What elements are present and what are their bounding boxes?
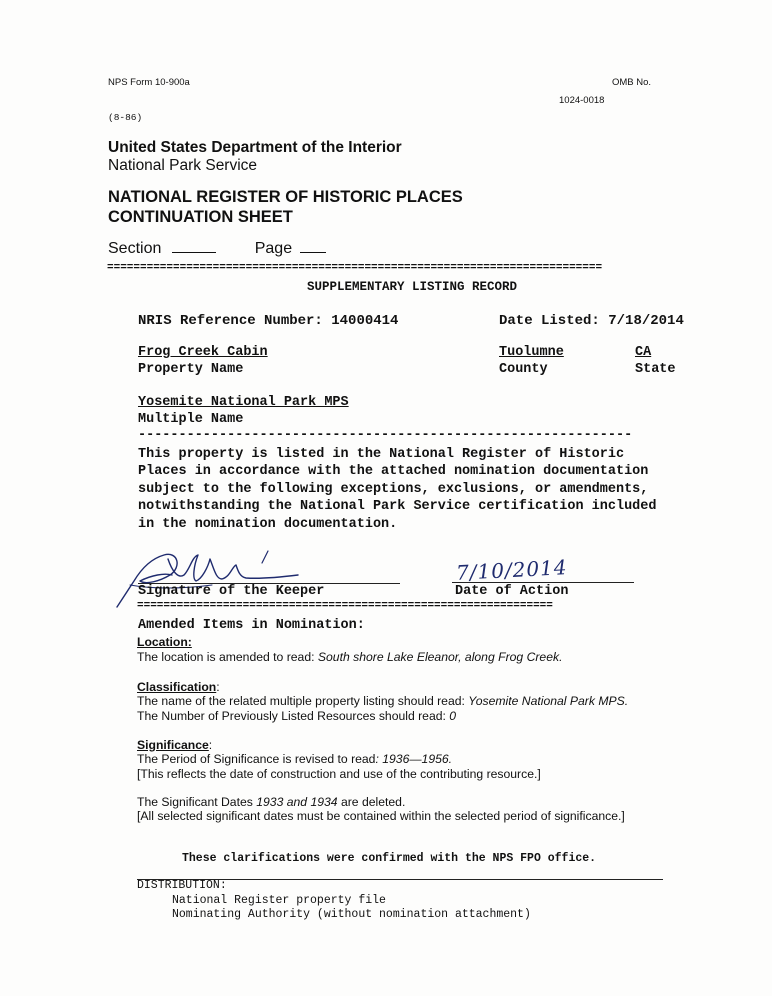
classification-heading-row [137, 680, 220, 694]
section-label: Section [108, 240, 162, 257]
location-heading: Location: [137, 635, 192, 649]
double-separator-bottom: =============================================================== [137, 600, 553, 612]
date-listed [499, 313, 684, 329]
significance-line1-colon: : [375, 752, 383, 766]
sheet-title-line1: NATIONAL REGISTER OF HISTORIC PLACES [108, 188, 463, 206]
statement-line: subject to the following exceptions, exclusions, or amendments, [138, 481, 649, 497]
classification-line1-plain: The name of the related multiple property listing should read: [137, 694, 469, 708]
location-text [137, 650, 562, 664]
clarification-note: These clarifications were confirmed with the NPS FPO office. [182, 852, 597, 865]
state-value: CA [635, 345, 652, 360]
sheet-title-line2: CONTINUATION SHEET [108, 208, 293, 226]
record-title: SUPPLEMENTARY LISTING RECORD [307, 280, 518, 294]
significance-heading: Significance [137, 738, 209, 752]
location-text-italic: South shore Lake Eleanor, along Frog Creek. [317, 650, 563, 664]
distribution-heading: DISTRIBUTION: [137, 879, 227, 892]
distribution-item: National Register property file [172, 894, 386, 907]
listing-statement [138, 446, 656, 533]
date-listed-value: 7/18/2014 [608, 313, 684, 329]
distribution-item: Nominating Authority (without nomination attachment) [172, 908, 531, 921]
page-blank [300, 240, 326, 253]
location-text-plain: The location is amended to read: [137, 650, 318, 664]
omb-label: OMB No. [612, 77, 652, 88]
classification-line2-italic: 0 [449, 709, 457, 723]
page-label: Page [254, 240, 293, 257]
classification-line1-italic: Yosemite National Park MPS. [468, 694, 629, 708]
statement-line: Places in accordance with the attached nomination documentation [138, 464, 649, 480]
significance-line3 [137, 795, 405, 809]
county-value: Tuolumne [499, 345, 564, 360]
significance-line3-b: are deleted. [337, 795, 406, 809]
service-name: National Park Service [108, 157, 258, 174]
signature-label: Signature of the Keeper [138, 584, 325, 599]
statement-line: notwithstanding the National Park Service certification included [138, 499, 657, 515]
state-label: State [635, 362, 676, 377]
omb-number: 1024-0018 [559, 95, 605, 106]
multiple-name-value: Yosemite National Park MPS [138, 395, 349, 410]
date-listed-label: Date Listed: [499, 313, 600, 329]
nris-label: NRIS Reference Number: [138, 313, 323, 329]
form-date: (8-86) [108, 112, 143, 123]
classification-line2 [137, 709, 456, 723]
classification-line1 [137, 694, 628, 708]
statement-line: This property is listed in the National Register of Historic [138, 447, 625, 462]
form-number: NPS Form 10-900a [108, 77, 190, 88]
department-name: United States Department of the Interior [108, 139, 402, 156]
statement-line: in the nomination documentation. [138, 516, 398, 532]
date-of-action-label: Date of Action [455, 584, 569, 599]
significance-colon: : [208, 738, 213, 752]
county-label: County [499, 362, 548, 377]
section-field [108, 240, 326, 258]
classification-line2-plain: The Number of Previously Listed Resources should read: [137, 709, 450, 723]
significance-line3-italic: 1933 and 1934 [256, 795, 338, 809]
dashed-separator: ------------------------------------------------------------- [138, 428, 633, 443]
significance-line4: [All selected significant dates must be contained within the selected period of significance.] [137, 809, 625, 823]
section-blank [172, 240, 216, 253]
handwritten-date: 7/10/2014 [455, 555, 569, 585]
property-name-value: Frog Creek Cabin [138, 345, 268, 360]
significance-line1-plain: The Period of Significance is revised to read [137, 752, 376, 766]
significance-line1-italic: 1936—1956. [382, 752, 453, 766]
significance-line1 [137, 752, 452, 766]
property-name-label: Property Name [138, 362, 244, 377]
multiple-name-label: Multiple Name [138, 412, 244, 427]
double-separator-top: =========================================================================== [107, 262, 603, 274]
classification-colon: : [216, 680, 220, 694]
nris-value: 14000414 [331, 313, 399, 329]
classification-heading: Classification [137, 680, 217, 694]
significance-line3-a: The Significant Dates [137, 795, 257, 809]
significance-line2: [This reflects the date of construction and use of the contributing resource.] [137, 767, 541, 781]
significance-heading-row [137, 738, 212, 752]
amended-items-heading: Amended Items in Nomination: [138, 618, 365, 633]
nris-reference [138, 313, 398, 329]
